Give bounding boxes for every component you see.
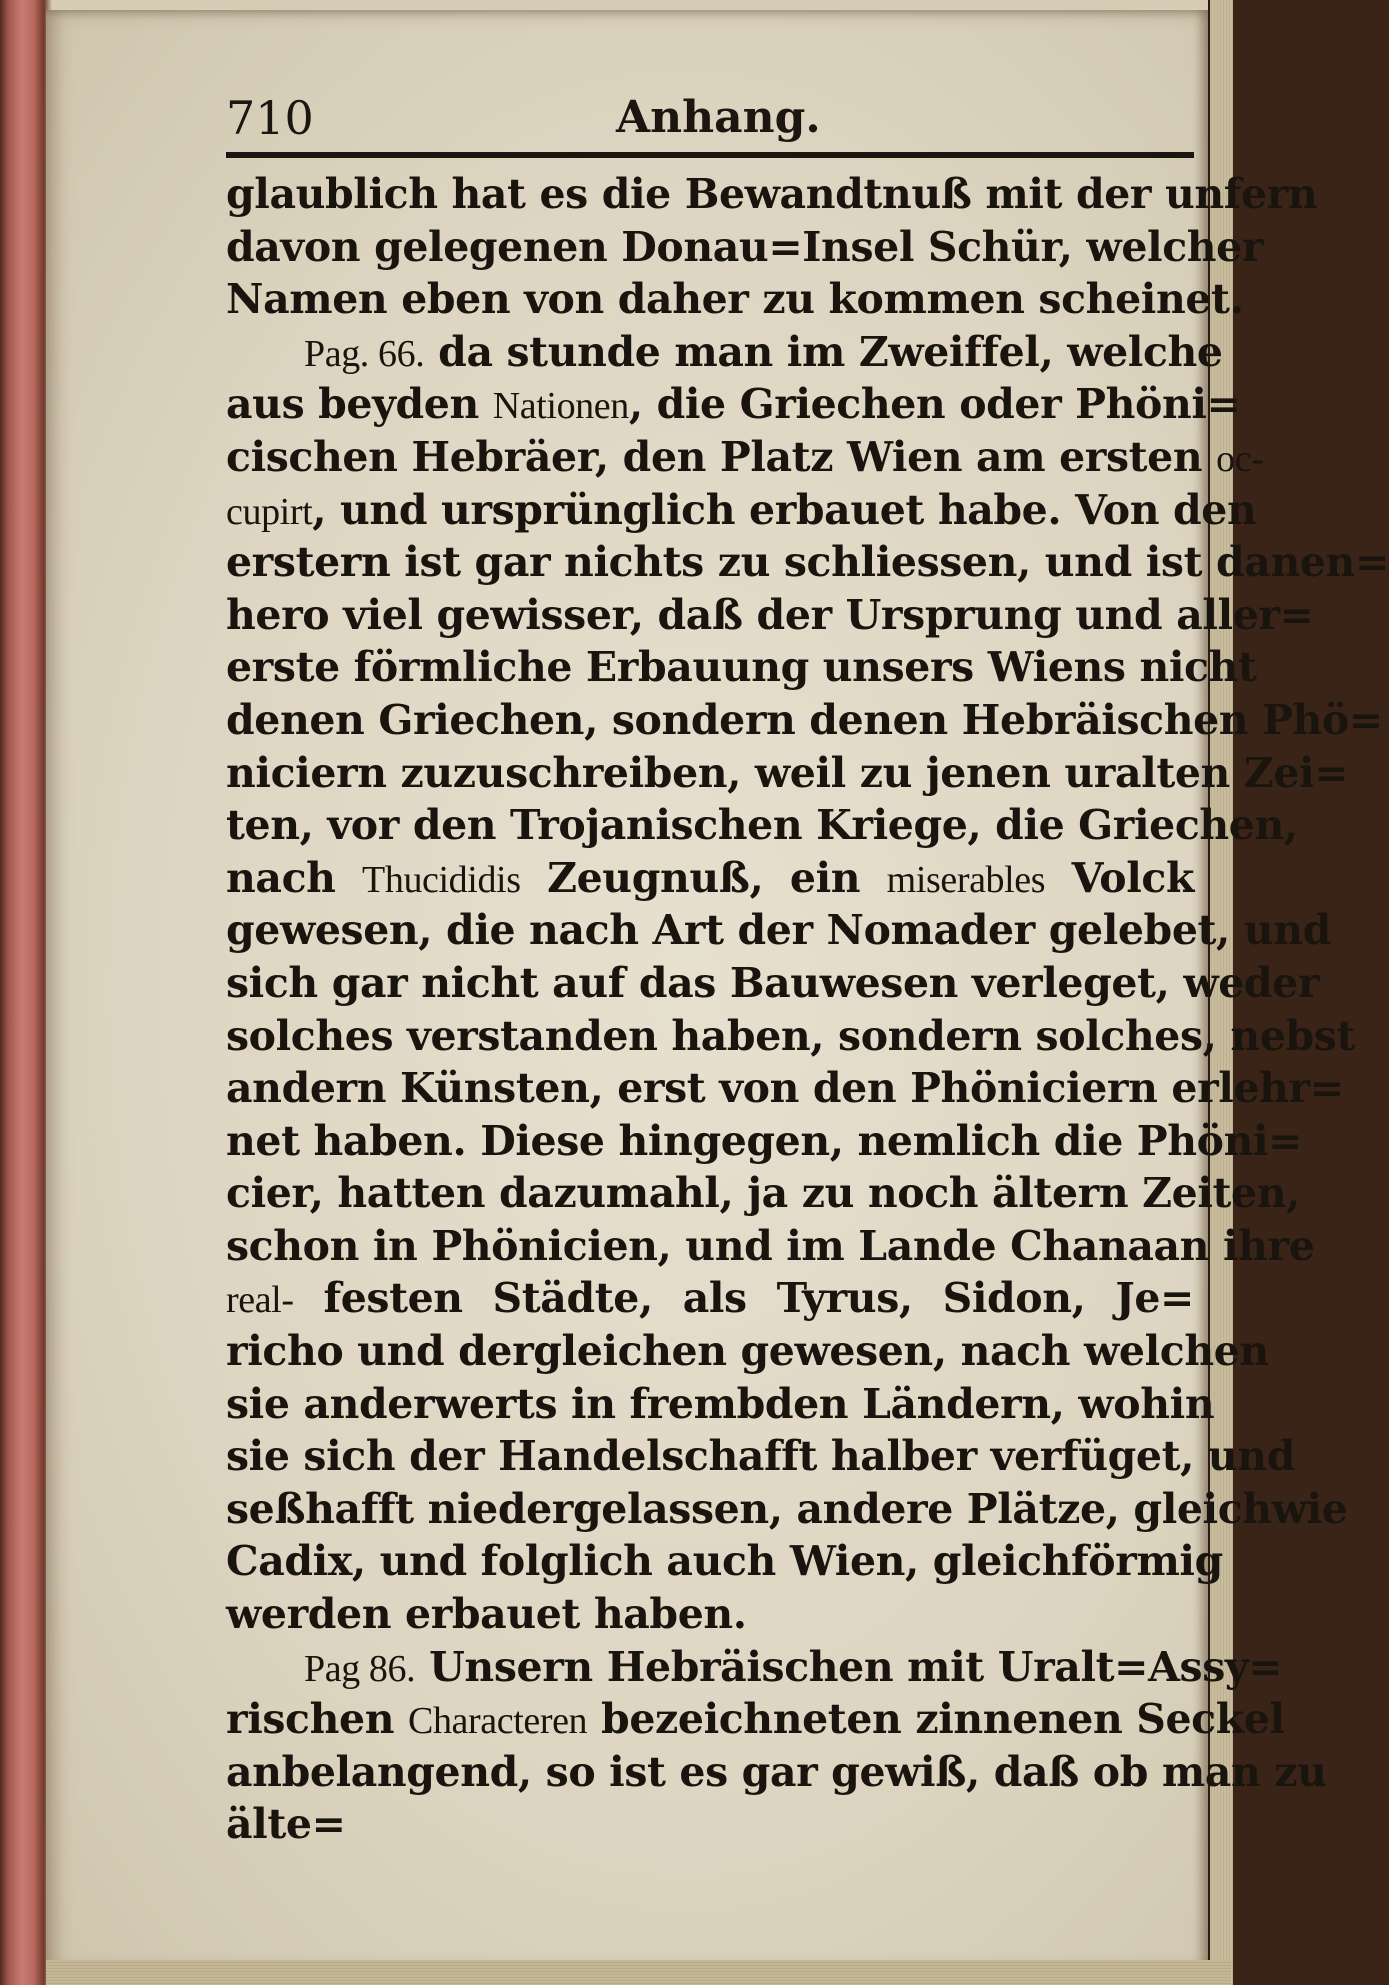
text-segment: andern Künsten, erst von den Phöniciern erlehr=: [226, 1064, 1344, 1113]
text-line: [226, 589, 1314, 642]
running-head: Anhang.: [616, 92, 821, 143]
text-line: [226, 326, 1223, 379]
latin-word: Pag 86.: [304, 1647, 416, 1690]
text-segment: Zeugnuß, ein: [520, 853, 887, 902]
text-segment: , die Griechen oder Phöni=: [628, 380, 1241, 429]
latin-word: Pag. 66.: [304, 332, 425, 375]
text-segment: erstern ist gar nichts zu schliessen, und ist danen=: [226, 538, 1389, 587]
text-segment: sich gar nicht auf das Bauwesen verleget, weder: [226, 958, 1320, 1007]
text-segment: festen Städte, als Tyrus, Sidon, Je=: [293, 1274, 1194, 1323]
text-line: [226, 1588, 1194, 1641]
text-segment: nach: [226, 853, 363, 902]
text-segment: cischen Hebräer, den Platz Wien am ersten: [226, 432, 1217, 481]
text-line: [226, 273, 1244, 326]
text-segment: davon gelegenen Donau=Insel Schür, welcher: [226, 222, 1264, 271]
text-line: [226, 1010, 1356, 1063]
text-line: [226, 536, 1389, 589]
latin-word: cupirt: [226, 490, 313, 533]
text-line: [226, 747, 1349, 800]
text-line: [226, 1272, 1194, 1325]
text-line: [226, 168, 1318, 221]
latin-word: real-: [226, 1279, 294, 1322]
text-segment: bezeichneten zinnenen Seckel: [587, 1695, 1285, 1744]
text-line: [226, 694, 1383, 747]
latin-word: Nationen: [492, 385, 629, 428]
text-line: [226, 1430, 1295, 1483]
text-line: [226, 1483, 1348, 1536]
text-segment: Unsern Hebräischen mit Uralt=Assy=: [415, 1642, 1283, 1691]
text-segment: älte=: [226, 1800, 346, 1849]
text-line: [226, 1062, 1344, 1115]
text-segment: denen Griechen, sondern denen Hebräischen Phö=: [226, 695, 1383, 744]
text-segment: sie anderwerts in frembden Ländern, wohin: [226, 1379, 1215, 1428]
page-header: [226, 92, 1194, 144]
text-line: [226, 1378, 1215, 1431]
text-segment: ten, vor den Trojanischen Kriege, die Griechen,: [226, 801, 1298, 850]
text-line: [226, 852, 1194, 905]
text-segment: Namen eben von daher zu kommen scheinet.: [226, 275, 1244, 324]
header-rule: [226, 152, 1194, 158]
text-segment: solches verstanden haben, sondern solches, nebst: [226, 1011, 1356, 1060]
text-line: [226, 799, 1298, 852]
text-line: [226, 1535, 1223, 1588]
latin-word: oc-: [1216, 437, 1264, 480]
text-line: [226, 1798, 1194, 1851]
text-segment: hero viel gewisser, daß der Ursprung und aller=: [226, 590, 1314, 639]
page-bottom-edge: [46, 1960, 1231, 1985]
body-text: [226, 168, 1389, 1851]
text-line: [226, 1325, 1269, 1378]
text-segment: sie sich der Handelschafft halber verfüget, und: [226, 1432, 1295, 1481]
text-line: [226, 221, 1264, 274]
text-segment: aus beyden: [226, 380, 493, 429]
text-segment: erste förmliche Erbauung unsers Wiens nicht: [226, 643, 1257, 692]
text-line: [226, 484, 1257, 537]
text-segment: anbelangend, so ist es gar gewiß, daß ob man zu: [226, 1747, 1327, 1796]
text-segment: Volck: [1045, 853, 1194, 902]
text-line: [226, 1746, 1327, 1799]
text-line: [226, 641, 1257, 694]
page-number: 710: [226, 91, 314, 145]
latin-word: Characteren: [408, 1700, 588, 1743]
text-segment: gewesen, die nach Art der Nomader gelebet, und: [226, 906, 1331, 955]
text-segment: seßhafft niedergelassen, andere Plätze, gleichwie: [226, 1484, 1348, 1533]
text-segment: glaublich hat es die Bewandtnuß mit der unfern: [226, 170, 1318, 218]
text-segment: werden erbauet haben.: [226, 1590, 747, 1639]
latin-word: Thucididis: [362, 858, 521, 901]
text-segment: rischen: [226, 1695, 409, 1744]
latin-word: miserables: [886, 858, 1046, 901]
text-segment: schon in Phönicien, und im Lande Chanaan ihre: [226, 1221, 1315, 1270]
text-line: [226, 431, 1264, 484]
text-line: [226, 1693, 1285, 1746]
text-segment: cier, hatten dazumahl, ja zu noch ältern Zeiten,: [226, 1169, 1301, 1218]
text-segment: da stunde man im Zweiffel, welche: [424, 327, 1223, 376]
text-segment: niciern zuzuschreiben, weil zu jenen uralten Zei=: [226, 748, 1349, 797]
text-segment: richo und dergleichen gewesen, nach welchen: [226, 1327, 1269, 1376]
text-line: [226, 1641, 1283, 1694]
text-line: [226, 378, 1241, 431]
text-line: [226, 957, 1320, 1010]
text-line: [226, 1115, 1303, 1168]
text-line: [226, 1167, 1301, 1220]
text-line: [226, 904, 1331, 957]
text-segment: , und ursprünglich erbauet habe. Von den: [312, 485, 1257, 534]
text-line: [226, 1220, 1315, 1273]
text-segment: net haben. Diese hingegen, nemlich die Phöni=: [226, 1116, 1303, 1165]
text-segment: Cadix, und folglich auch Wien, gleichförmig: [226, 1537, 1223, 1586]
